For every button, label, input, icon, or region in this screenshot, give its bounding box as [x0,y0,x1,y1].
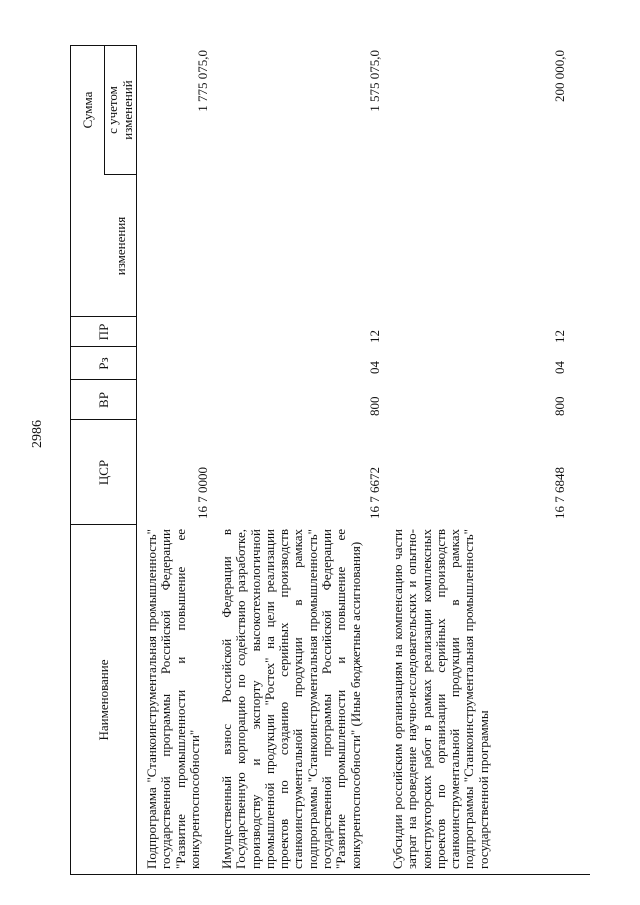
header-rz: Рз [95,357,111,370]
row-2-vr: 800 [367,396,382,416]
budget-table [70,45,590,875]
row-1-name: Подпрограмма "Станкоинструментальная промышленность" государственной программы Российской Федерации "Развитие промышленности и повышение ее конкурентоспособности" [144,529,202,869]
row-3-csr: 16 7 6848 [552,467,567,519]
row-2-pr: 12 [367,330,382,343]
header-csr: ЦСР [95,459,111,486]
row-3-vr: 800 [552,396,567,416]
header-bottom-border [136,45,137,875]
row-3-rz: 04 [552,361,567,374]
row-2-rz: 04 [367,361,382,374]
row-3-pr: 12 [552,330,567,343]
header-sum: Сумма [79,91,95,129]
header-with-change: с учетом изменений [105,80,135,140]
row-2-name: Имущественный взнос Российской Федерации в Государственную корпорацию по содействию разработке, производству и экспорту высокотехнологичной промышленной продукции "Ростех" на цели реализации проектов по созданию серийных производств станкоинструментальной продукции в рамках подпрограммы "Станкоинструментальная промышленность" государственной программы Российской Федерации "Развитие промышленности и повышение ее конкурентоспособности" (Иные бюджетные ассигнования) [219,529,363,869]
row-2-with-change: 1 575 075,0 [367,50,382,112]
header-change: изменения [112,216,128,276]
col-border-name [70,874,590,875]
header-pr: ПР [95,323,111,341]
header-vr: ВР [95,392,111,408]
header-name: Наименование [95,659,111,741]
row-3-name: Субсидии российским организациям на компенсацию части затрат на проведение научно-исследовательских и опытно-конструкторских работ в рамках реализации комплексных проектов по организации серийных производств станкоинструментальной продукции в рамках подпрограммы "Станкоинструментальная промышленность" государственной программы [390,529,491,869]
row-3-with-change: 200 000,0 [552,50,567,102]
row-2-csr: 16 7 6672 [367,467,382,519]
row-1-csr: 16 7 0000 [195,467,210,519]
row-1-with-change: 1 775 075,0 [195,50,210,112]
page-number: 2986 [30,420,45,448]
